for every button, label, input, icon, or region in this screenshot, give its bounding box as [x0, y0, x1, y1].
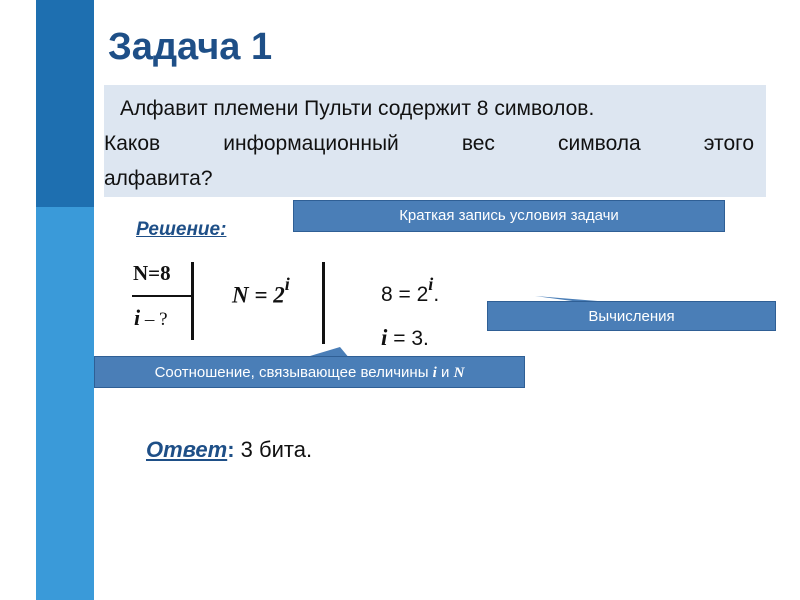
task-line-3: алфавита? [104, 167, 213, 190]
task-box [104, 85, 766, 197]
answer-label: Ответ [146, 437, 228, 462]
callout-short-record [293, 200, 725, 232]
callout-calculations-text: Вычисления [588, 308, 675, 325]
calc-line-1-exponent: i [428, 274, 434, 294]
given-i [134, 305, 168, 331]
formula-exponent: i [284, 274, 290, 294]
callout-relation-and: и [441, 364, 450, 381]
callout-short-record-text: Краткая запись условия задачи [399, 207, 619, 224]
calc-line-2 [381, 325, 429, 351]
task-line-1: Алфавит племени Пульти содержит 8 символов. [120, 97, 595, 120]
given-i-rest: – ? [140, 309, 168, 330]
given-N: N=8 [133, 261, 171, 285]
formula-base: N = 2 [232, 282, 285, 308]
formula-separator [322, 262, 325, 344]
task-text [104, 91, 754, 196]
answer-colon: : [227, 437, 235, 462]
callout-calculations [487, 301, 776, 331]
calc-line-2-rest: = 3. [387, 327, 429, 350]
callout-relation-text: Соотношение, связывающее величины [154, 364, 429, 381]
solution-label: Решение: [136, 219, 227, 240]
given-i-symbol: i [134, 305, 141, 330]
answer-value: 3 бита. [234, 437, 313, 462]
given-divider [132, 295, 194, 297]
calc-line-1-end: . [433, 283, 440, 306]
callout-relation-i: i [432, 365, 437, 381]
callout-relation [94, 356, 525, 388]
task-line-2: Каков информационный вес символа этого [104, 132, 754, 155]
answer [146, 437, 312, 463]
calc-line-1-base: 8 = 2 [381, 283, 429, 306]
side-accent-bar-top [36, 0, 94, 207]
calc-line-2-i: i [381, 325, 388, 350]
formula [232, 274, 290, 309]
given-separator [191, 262, 194, 340]
calc-line-1 [381, 274, 440, 307]
slide-title: Задача 1 [108, 26, 273, 68]
callout-relation-N: N [453, 365, 465, 381]
